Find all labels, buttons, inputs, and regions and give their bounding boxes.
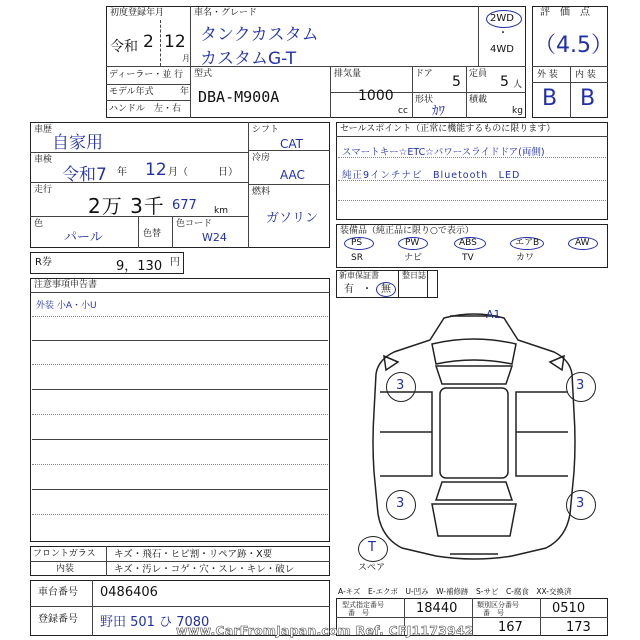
model-year-label: モデル年式 (109, 87, 154, 97)
equip-tv: TV (462, 253, 474, 263)
warranty-label: 新車保証書 (339, 271, 379, 280)
drive-dot: ・ (498, 28, 508, 39)
inspection-label: 車検 (34, 155, 53, 165)
damage-mark-2: 3 (576, 378, 585, 393)
damage-mark-4: 3 (576, 496, 585, 511)
class-label: 類別区分番号 (477, 601, 519, 609)
equip-navi: ナビ (404, 253, 423, 263)
capacity-label: 定員 (469, 69, 488, 79)
drive-2wd: 2WD (490, 13, 514, 24)
cc-unit: cc (398, 106, 408, 116)
damage-mark-a1: A1 (486, 308, 501, 321)
recycle-label: R券 (35, 257, 52, 268)
use-label: 車歴 (34, 125, 53, 135)
record-label: 整日誌 (402, 271, 426, 280)
inspection-month-unit: 月（ (168, 167, 188, 178)
cert-sub: 番 号 (348, 609, 369, 617)
front-glass-label: フロントガラス (33, 549, 96, 559)
door-label: ドア (415, 69, 433, 79)
chassis-label: 車台番号 (38, 587, 78, 598)
fuel-label: 燃料 (252, 187, 271, 197)
class-sub: 番 号 (483, 609, 504, 617)
length-value: 167 (498, 620, 523, 635)
sales-point-line1: スマートキー☆ETC☆パワースライドドア(両側) (342, 147, 545, 158)
shape-value: ｶﾜ (432, 104, 445, 119)
reg-year: 2 (143, 32, 154, 52)
car-name-line1: タンクカスタム (200, 25, 319, 45)
displacement-label: 排気量 (334, 69, 362, 79)
car-name-label: 車名・グレード (194, 8, 258, 18)
shift-value: CAT (280, 137, 303, 151)
capacity-value: 5 (500, 74, 509, 90)
handle-label: ハンドル 左・右 (109, 104, 182, 114)
chassis-value: 0486406 (100, 585, 158, 600)
mileage-label: 走行 (34, 185, 53, 195)
fuel-value: ガソリン (266, 211, 319, 226)
dealer-label: ディーラー・並 行 (109, 70, 184, 80)
sales-points-title: セールスポイント（正常に機能するものに限ります） (340, 124, 556, 134)
use-value: 自家用 (52, 133, 103, 153)
color-code-label: 色コード (176, 219, 213, 229)
month-unit: 月 (182, 54, 190, 63)
km-unit: km (214, 206, 228, 216)
score-label: 評 価 点 (540, 7, 590, 18)
damage-mark-1: 3 (396, 378, 405, 393)
warranty-dot: ・ (362, 284, 372, 295)
height-value: 173 (566, 620, 591, 635)
equip-pw: PW (405, 238, 420, 248)
mileage-value: 2万 3千 (88, 194, 165, 218)
shape-label: 形状 (415, 95, 434, 105)
mileage-detail: 677 (172, 198, 197, 213)
recycle-value: 9，130 (116, 259, 163, 274)
color-code-value: W24 (202, 231, 227, 244)
inspection-year-unit: 年 (117, 167, 127, 178)
color-value: パール (64, 230, 103, 245)
front-glass-value: キズ・飛石・ヒビ割・リペア跡・X要 (114, 549, 273, 560)
interior-cond-value: キズ・汚レ・コゲ・穴・スレ・キレ・破レ (114, 564, 295, 575)
equip-sr: SR (351, 253, 363, 263)
cert-label: 型式指定番号 (342, 601, 384, 609)
car-name-line2: カスタムG-T (200, 49, 297, 69)
color-label: 色 (34, 219, 44, 229)
reg-month: 12 (164, 32, 186, 52)
plate-label: 登録番号 (38, 614, 78, 625)
notes-box (30, 278, 330, 542)
ac-label: 冷房 (252, 153, 271, 163)
watermark: www.CarFromJapan.com Ref. CFJ1173942 (176, 623, 474, 638)
spare-tire-mark: T (368, 540, 376, 555)
inspection-era: 令和7 (62, 165, 107, 185)
type-value: DBA-M900A (198, 88, 280, 106)
notes-line1: 外装 小A・小U (36, 301, 97, 311)
equipment-title: 装備品（純正品に限り○で表示） (340, 226, 474, 236)
score-value: （4.5） (534, 33, 613, 58)
shift-label: シフト (252, 125, 280, 135)
equip-abs: ABS (459, 238, 477, 248)
inspection-day-unit: 日） (218, 167, 238, 178)
drive-4wd: 4WD (490, 44, 514, 55)
plate-value: 野田 501 ひ 7080 (100, 615, 210, 630)
inspection-month: 12 (145, 160, 167, 180)
ac-value: AAC (280, 168, 305, 182)
notes-title: 注意事項申告書 (34, 280, 98, 290)
interior-cond-label: 内装 (56, 564, 75, 574)
reg-date-label: 初度登録年月 (110, 8, 165, 18)
reg-era: 令和 (110, 39, 138, 55)
equip-airbag: エアB (515, 238, 540, 248)
warranty-yes: 有 (344, 284, 354, 295)
door-value: 5 (452, 74, 461, 90)
capacity-unit: 人 (513, 80, 523, 90)
kg-unit: kg (512, 106, 523, 116)
interior-label: 内 装 (575, 70, 596, 80)
spare-label: スペア (358, 563, 386, 573)
load-label: 積載 (469, 95, 488, 105)
cert-value: 18440 (416, 601, 458, 616)
class-value: 0510 (552, 601, 586, 616)
type-label: 型式 (194, 69, 213, 79)
damage-mark-3: 3 (396, 496, 405, 511)
exterior-label: 外 装 (537, 70, 558, 80)
recycle-unit: 円 (170, 257, 180, 268)
equip-ps: PS (351, 238, 363, 248)
model-year-unit: 年 (180, 87, 190, 97)
equip-aw: AW (575, 238, 590, 248)
equip-leather: カワ (516, 253, 535, 263)
damage-legend: A-キズ E-エクボ U-凹み W-補修跡 S-サビ C-腐食 XX-交換済 (338, 587, 572, 596)
interior-score: B (580, 86, 596, 111)
warranty-no: 無 (381, 284, 391, 295)
color-change-label: 色替 (143, 229, 162, 239)
sales-point-line2: 純正9インチナビ Bluetooth LED (342, 170, 521, 181)
displacement-value: 1000 (358, 88, 394, 104)
exterior-score: B (542, 86, 558, 111)
